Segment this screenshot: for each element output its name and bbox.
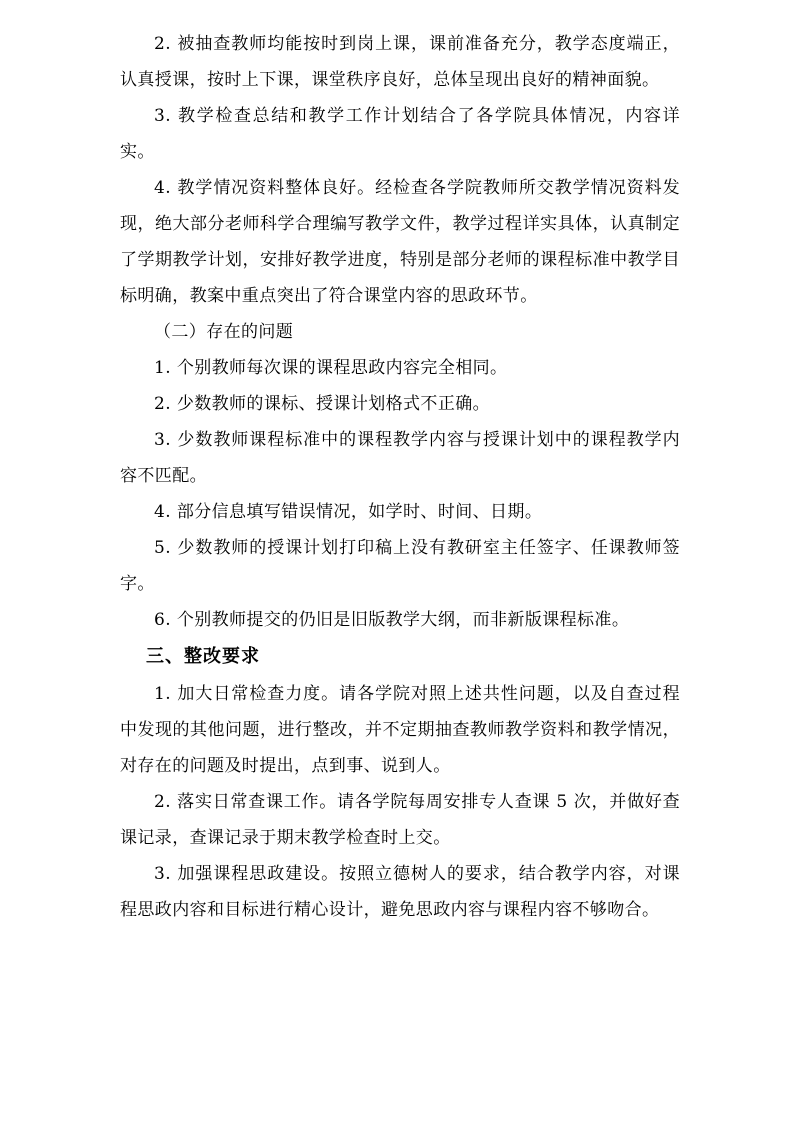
problem-item: 1. 个别教师每次课的课程思政内容完全相同。: [154, 358, 508, 378]
paragraph: 2. 被抽查教师均能按时到岗上课，课前准备充分，教学态度端正，认真授课，按时上下课，课堂秩序良好，总体呈现出良好的精神面貌。: [120, 34, 680, 90]
problem-item: 4. 部分信息填写错误情况，如学时、时间、日期。: [154, 502, 543, 522]
requirement-item: 3. 加强课程思政建设。按照立德树人的要求，结合教学内容，对课程思政内容和目标进行精心设计，避免思政内容与课程内容不够吻合。: [120, 864, 680, 920]
requirement-item: 2. 落实日常查课工作。请各学院每周安排专人查课 5 次，并做好查课记录，查课记录于期末教学检查时上交。: [120, 792, 680, 848]
problems-subheading: （二）存在的问题: [154, 322, 294, 342]
section-three-heading: 三、整改要求: [146, 646, 260, 667]
document-body: [120, 26, 680, 928]
paragraph: 4. 教学情况资料整体良好。经检查各学院教师所交教学情况资料发现，绝大部分老师科学合理编写教学文件，教学过程详实具体，认真制定了学期教学计划，安排好教学进度，特别是部分老师的课程标准中教学目标明确，教案中重点突出了符合课堂内容的思政环节。: [120, 178, 680, 306]
problem-item: 5. 少数教师的授课计划打印稿上没有教研室主任签字、任课教师签字。: [120, 538, 680, 594]
problem-item: 6. 个别教师提交的仍旧是旧版教学大纲，而非新版课程标准。: [154, 610, 630, 630]
paragraph: 3. 教学检查总结和教学工作计划结合了各学院具体情况，内容详实。: [120, 106, 680, 162]
problem-item: 3. 少数教师课程标准中的课程教学内容与授课计划中的课程教学内容不匹配。: [120, 430, 680, 486]
problem-item: 2. 少数教师的课标、授课计划格式不正确。: [154, 394, 491, 414]
requirement-item: 1. 加大日常检查力度。请各学院对照上述共性问题，以及自查过程中发现的其他问题，进行整改，并不定期抽查教师教学资料和教学情况，对存在的问题及时提出，点到事、说到人。: [120, 684, 680, 776]
